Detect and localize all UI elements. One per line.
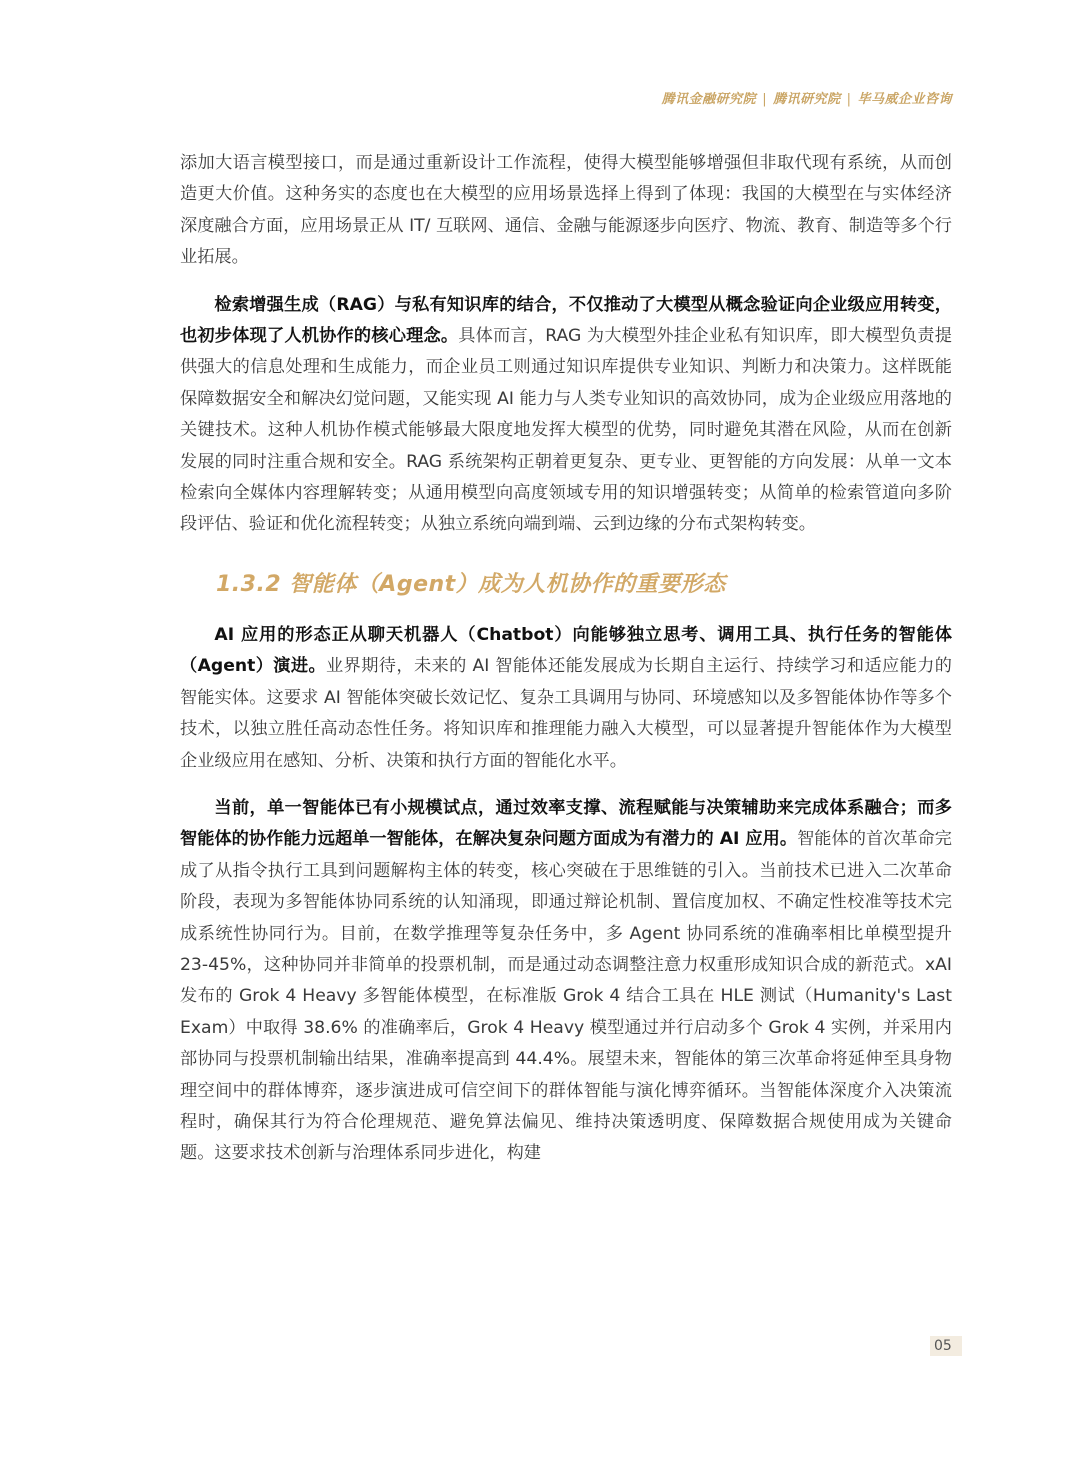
paragraph-text: 添加大语言模型接口，而是通过重新设计工作流程，使得大模型能够增强但非取代现有系统，从而创造更大价值。这种务实的态度也在大模型的应用场景选择上得到了体现：我国的大模型在与实体经济深度融合方面，应用场景正从 IT/ 互联网、通信、金融与能源逐步向医疗、物流、教育、制造等多个行业拓展。 (180, 153, 952, 268)
paragraph-text: 智能体的首次革命完成了从指令执行工具到问题解构主体的转变，核心突破在于思维链的引入。当前技术已进入二次革命阶段，表现为多智能体协同系统的认知涌现，即通过辩论机制、置信度加权、不确定性校准等技术完成系统性协同行为。目前，在数学推理等复杂任务中，多 Agent 协同系统的准确率相比单模型提升 23-45%，这种协同并非简单的投票机制，而是通过动态调整注意力权重形成知识合成的新范式。xAI 发布的 Grok 4 Heavy 多智能体模型，在标准版 Grok 4 结合工具在 HLE 测试（Humanity's Last Exam）中取得 38.6% 的准确率后，Grok 4 Heavy 模型通过并行启动多个 Grok 4 实例，并采用内部协同与投票机制输出结果，准确率提高到 44.4%。展望未来，智能体的第三次革命将延伸至具身物理空间中的群体博弈，逐步演进成可信空间下的群体智能与演化博弈循环。当智能体深度介入决策流程时，确保其行为符合伦理规范、避免算法偏见、维持决策透明度、保障数据合规使用成为关键命题。这要求技术创新与治理体系同步进化，构建 (180, 829, 952, 1164)
page-number: 05 (930, 1336, 962, 1356)
paragraph-lead-bold: 当前，单一智能体已有小规模试点，通过效率支撑、流程赋能与决策辅助来完成体系融合；而多智能体的协作能力远超单一智能体，在解决复杂问题方面成为有潜力的 AI 应用。 (180, 797, 952, 850)
paragraph-4 (180, 793, 952, 1170)
paragraph-2 (180, 290, 952, 541)
report-header (662, 88, 952, 107)
section-heading: 1.3.2 智能体（Agent）成为人机协作的重要形态 (216, 571, 726, 597)
paragraph-text: 业界期待，未来的 AI 智能体还能发展成为长期自主运行、持续学习和适应能力的智能实体。这要求 AI 智能体突破长效记忆、复杂工具调用与协同、环境感知以及多智能体协作等多个技术，以独立胜任高动态性任务。将知识库和推理能力融入大模型，可以显著提升智能体作为大模型企业级应用在感知、分析、决策和执行方面的智能化水平。 (180, 656, 952, 771)
header-separator: | (762, 92, 768, 107)
header-org-kpmg: 毕马威企业咨询 (857, 92, 952, 107)
header-separator: | (846, 92, 852, 107)
header-org-tencent-finance: 腾讯金融研究院 (661, 92, 757, 107)
document-body (180, 148, 952, 1186)
paragraph-1 (180, 148, 952, 274)
paragraph-lead-bold: AI 应用的形态正从聊天机器人（Chatbot）向能够独立思考、调用工具、执行任务的智能体（Agent）演进。 (180, 624, 952, 677)
paragraph-3 (180, 620, 952, 777)
paragraph-lead-bold: 检索增强生成（RAG）与私有知识库的结合，不仅推动了大模型从概念验证向企业级应用转变，也初步体现了人机协作的核心理念。 (180, 294, 952, 347)
paragraph-text: 具体而言，RAG 为大模型外挂企业私有知识库，即大模型负责提供强大的信息处理和生成能力，而企业员工则通过知识库提供专业知识、判断力和决策力。这样既能保障数据安全和解决幻觉问题，又能实现 AI 能力与人类专业知识的高效协同，成为企业级应用落地的关键技术。这种人机协作模式能够最大限度地发挥大模型的优势，同时避免其潜在风险，从而在创新发展的同时注重合规和安全。RAG 系统架构正朝着更复杂、更专业、更智能的方向发展：从单一文本检索向全媒体内容理解转变；从通用模型向高度领域专用的知识增强转变；从简单的检索管道向多阶段评估、验证和优化流程转变；从独立系统向端到端、云到边缘的分布式架构转变。 (180, 326, 952, 535)
header-org-tencent-research: 腾讯研究院 (773, 92, 841, 107)
